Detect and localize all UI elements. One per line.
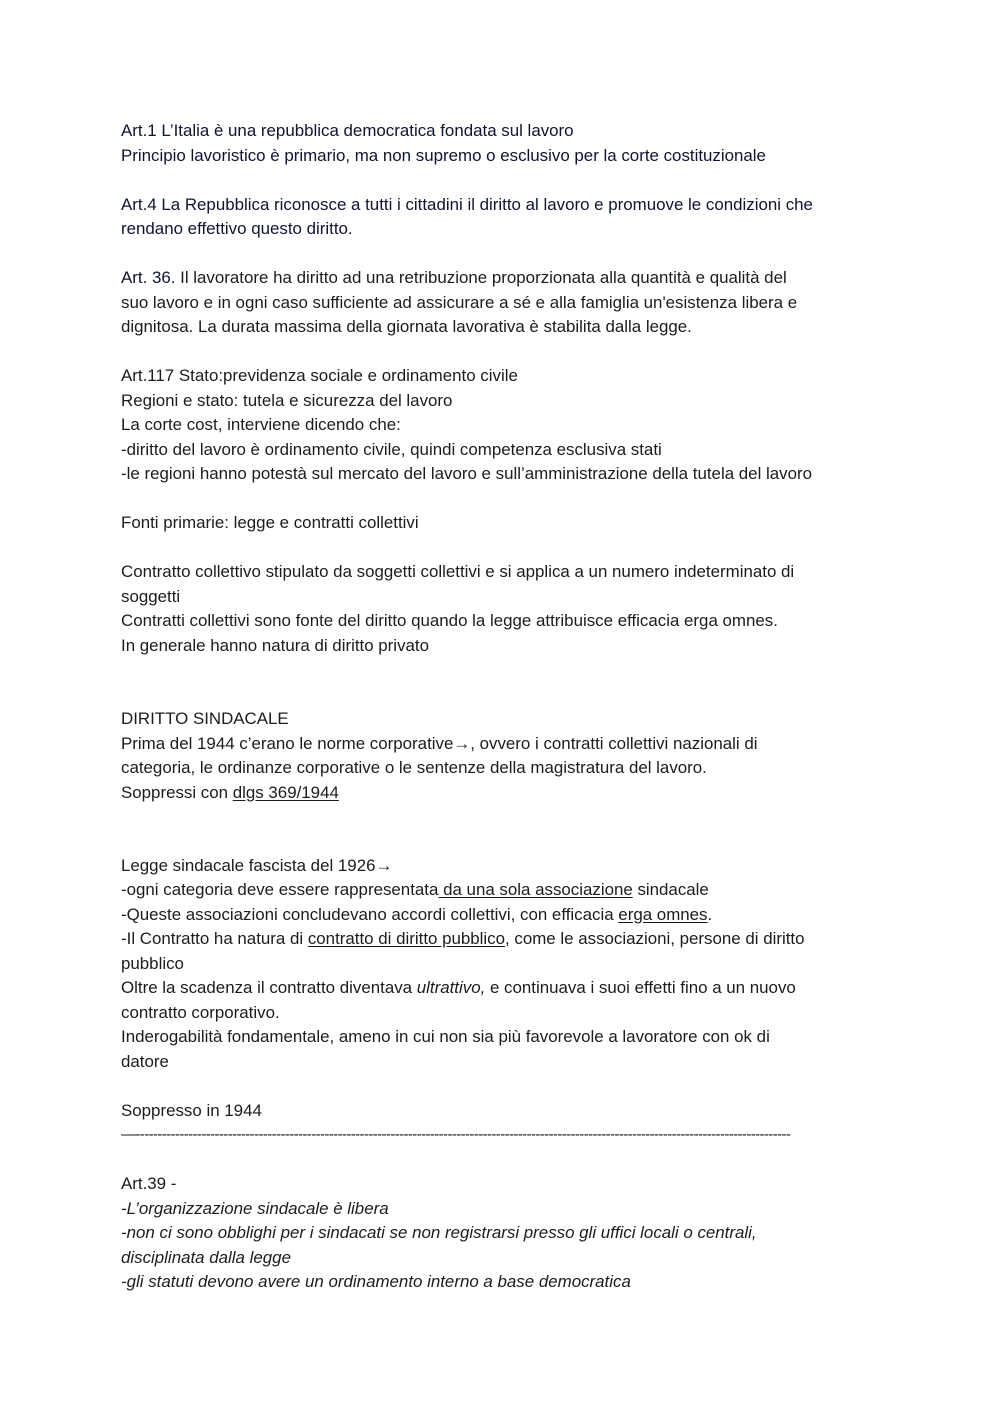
fascista-line-3: [121, 903, 882, 928]
fascista-line-4: [121, 927, 882, 952]
art36-line-1: [121, 266, 882, 291]
spacer: [121, 536, 882, 561]
contratto-line-4: In generale hanno natura di diritto privato: [121, 635, 429, 655]
art39-line-4: -gli statuti devono avere un ordinamento interno a base democratica: [121, 1272, 631, 1291]
art36-text: Il lavoratore ha diritto ad una retribuzione proporzionata alla quantità e qualità del: [175, 268, 787, 287]
separator-line: —-----------------------------------------------------------------------------------------------------------------------------------------------------: [121, 1126, 791, 1143]
fascista-line-5: pubblico: [121, 953, 184, 973]
fascista-line-4-b: , come le associazioni, persone di diritto: [505, 929, 805, 948]
fascista-line-2-b: sindacale: [632, 880, 709, 899]
sindacale-line-2: categoria, le ordinanze corporative o le sentenze della magistratura del lavoro.: [121, 758, 707, 777]
art39-line-3: disciplinata dalla legge: [121, 1247, 291, 1267]
fascista-line-9: datore: [121, 1051, 169, 1071]
art117-line-3: La corte cost, interviene dicendo che:: [121, 415, 401, 434]
art36-line-3: dignitosa. La durata massima della giornata lavorativa è stabilita dalla legge.: [121, 317, 692, 336]
sindacale-line-3-prefix: Soppressi con: [121, 782, 233, 802]
fascista-line-6-a: Oltre la scadenza il contratto diventava: [121, 978, 417, 997]
art117-line-1: Art.117 Stato:previdenza sociale e ordinamento civile: [121, 366, 518, 385]
contratto-line-2: soggetti: [121, 586, 181, 606]
art1-title: Art.1 L’Italia è una repubblica democratica fondata sul lavoro: [121, 121, 574, 140]
art36-label: Art. 36.: [121, 268, 176, 287]
fascista-line-3-b: .: [707, 904, 713, 924]
sindacale-line-1: Prima del 1944 c’erano le norme corporative→, ovvero i contratti collettivi nazionali di: [121, 733, 758, 753]
spacer: [121, 1148, 882, 1173]
contratto-line-1: Contratto collettivo stipulato da soggetti collettivi e si applica a un numero indeterminato di: [121, 562, 795, 581]
spacer: [121, 168, 882, 193]
fascista-line-8: Inderogabilità fondamentale, ameno in cui non sia più favorevole a lavoratore con ok di: [121, 1027, 770, 1046]
art4-line-2: rendano effettivo questo diritto.: [121, 219, 353, 238]
art39-line-1: -L’organizzazione sindacale è libera: [121, 1198, 389, 1218]
spacer: [121, 242, 882, 267]
sindacale-heading: DIRITTO SINDACALE: [121, 709, 289, 728]
fascista-line-6-italic: ultrattivo,: [416, 978, 486, 997]
fascista-line-1: Legge sindacale fascista del 1926→: [121, 855, 393, 875]
art1-note: Principio lavoristico è primario, ma non supremo o esclusivo per la corte costituzionale: [121, 145, 766, 165]
spacer: [121, 487, 882, 512]
art117-line-2: Regioni e stato: tutela e sicurezza del lavoro: [121, 390, 453, 410]
spacer: [121, 1074, 882, 1099]
fascista-line-3-underlined: erga omnes: [618, 904, 708, 924]
art117-line-4: -diritto del lavoro è ordinamento civile, quindi competenza esclusiva stati: [121, 439, 662, 459]
spacer: [121, 658, 882, 707]
fascista-line-4-underlined: contratto di diritto pubblico: [307, 929, 506, 948]
fascista-line-7: contratto corporativo.: [121, 1002, 280, 1022]
fascista-line-3-a: -Queste associazioni concludevano accordi collettivi, con efficacia: [121, 904, 619, 924]
art117-line-5: -le regioni hanno potestà sul mercato del lavoro e sull’amministrazione della tutela del lavoro: [121, 464, 813, 483]
sindacale-line-3: [121, 781, 882, 806]
dlgs-link[interactable]: dlgs 369/1944: [232, 782, 339, 802]
fascista-line-4-a: -Il Contratto ha natura di: [121, 929, 308, 948]
fascista-line-6: [121, 976, 882, 1001]
fonti-primarie: Fonti primarie: legge e contratti collettivi: [121, 513, 419, 532]
art36-line-2: suo lavoro e in ogni caso sufficiente ad assicurare a sé e alla famiglia un'esistenza libera e: [121, 292, 798, 312]
contratto-line-3: Contratti collettivi sono fonte del diritto quando la legge attribuisce efficacia erga omnes.: [121, 611, 778, 630]
fascista-line-2: [121, 878, 882, 903]
art39-line-2: -non ci sono obblighi per i sindacati se non registrarsi presso gli uffici locali o centrali,: [121, 1223, 757, 1242]
fascista-line-2-underlined: da una sola associazione: [438, 880, 633, 899]
spacer: [121, 805, 882, 854]
art4-line-1: Art.4 La Repubblica riconosce a tutti i cittadini il diritto al lavoro e promuove le condizioni che: [121, 194, 813, 214]
spacer: [121, 340, 882, 365]
soppresso-note: Soppresso in 1944: [121, 1100, 262, 1120]
art39-heading: Art.39 -: [121, 1174, 177, 1193]
fascista-line-6-b: e continuava i suoi effetti fino a un nuovo: [485, 978, 796, 997]
fascista-line-2-a: -ogni categoria deve essere rappresentata: [121, 880, 439, 899]
